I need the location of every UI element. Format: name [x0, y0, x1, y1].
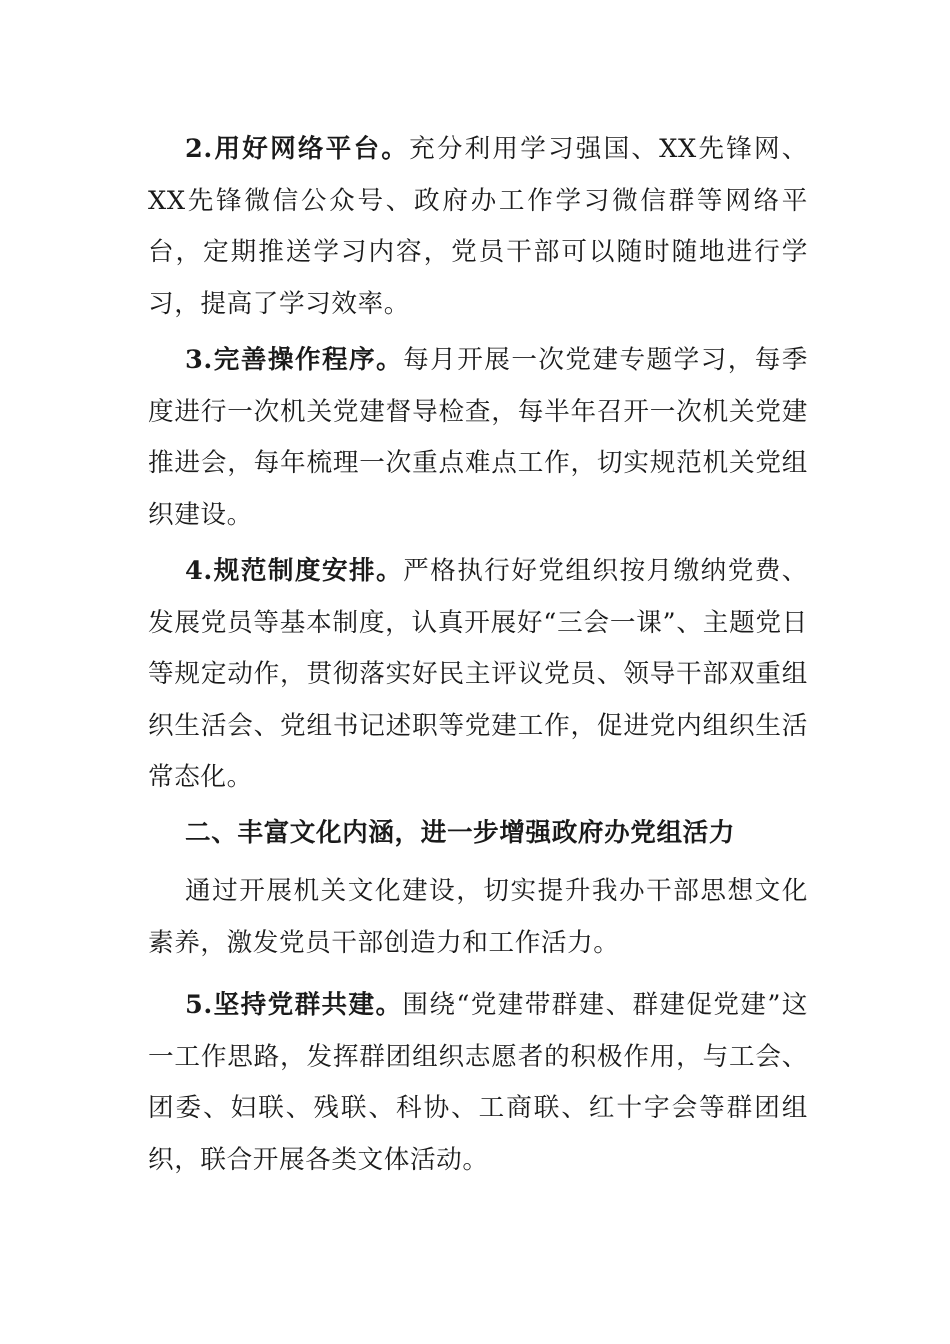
paragraph-body: 充分利用学习强国、XX先锋网、XX先锋微信公众号、政府办工作学习微信群等网络平台，定期推送学习内容，党员干部可以随时随地进行学习，提高了学习效率。: [148, 134, 808, 319]
paragraph-system-arrangement: [148, 546, 808, 804]
paragraph-lead: 5.坚持党群共建。: [185, 990, 403, 1020]
paragraph-network-platform: [148, 124, 808, 330]
paragraph-body: 每月开展一次党建专题学习，每季度进行一次机关党建督导检查，每半年召开一次机关党建推进会，每年梳理一次重点难点工作，切实规范机关党组织建设。: [148, 345, 808, 530]
paragraph-body: 严格执行好党组织按月缴纳党费、发展党员等基本制度，认真开展好“三会一课”、主题党日等规定动作，贯彻落实好民主评议党员、领导干部双重组织生活会、党组书记述职等党建工作，促进党内组织生活常态化。: [148, 556, 808, 792]
paragraph-party-mass-building: [148, 980, 808, 1186]
paragraph-body: 围绕“党建带群建、群建促党建”这一工作思路，发挥群团组织志愿者的积极作用，与工会、团委、妇联、残联、科协、工商联、红十字会等群团组织，联合开展各类文体活动。: [148, 990, 808, 1175]
paragraph-operating-procedure: [148, 335, 808, 541]
paragraph-lead: 3.完善操作程序。: [185, 345, 404, 375]
paragraph-lead: 2.用好网络平台。: [185, 134, 410, 164]
paragraph-lead: 4.规范制度安排。: [185, 556, 404, 586]
section-heading: 二、丰富文化内涵，进一步增强政府办党组活力: [185, 818, 736, 848]
section-intro: 通过开展机关文化建设，切实提升我办干部思想文化素养，激发党员干部创造力和工作活力。: [148, 876, 808, 958]
